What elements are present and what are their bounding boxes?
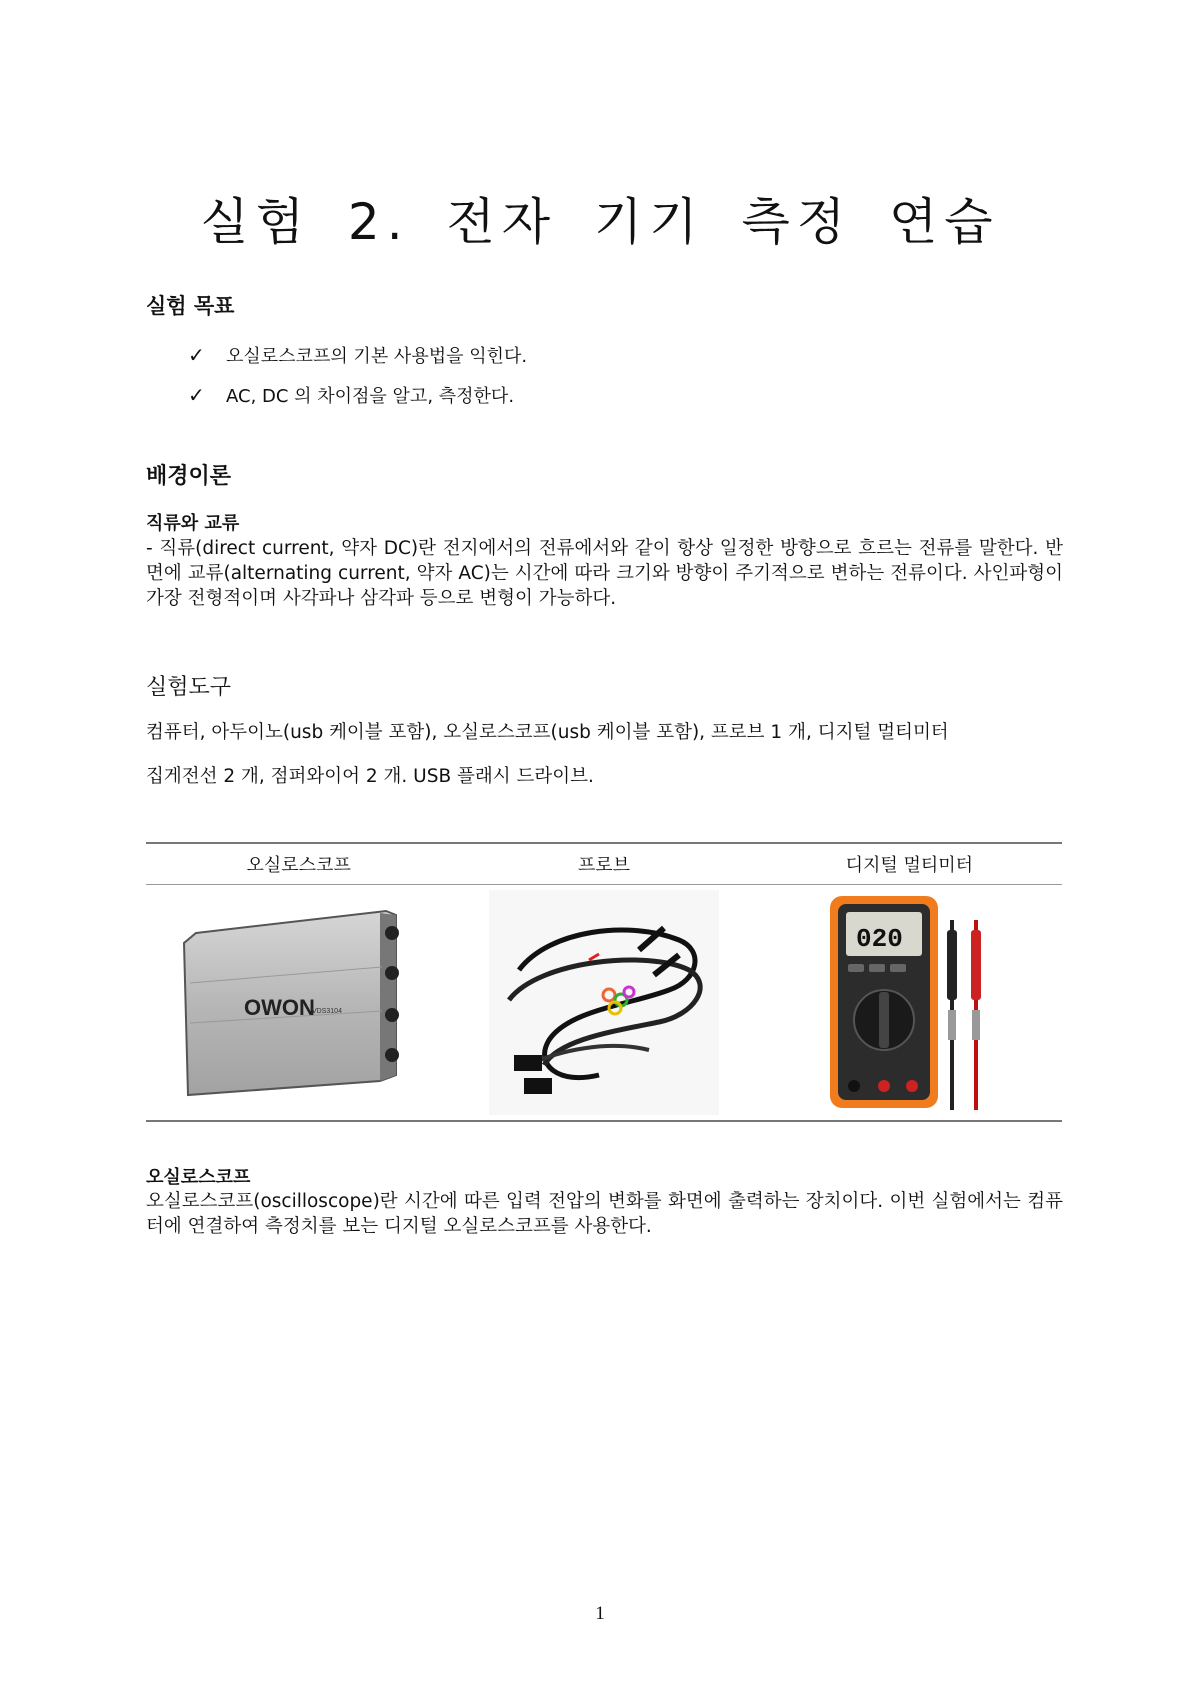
header-oscilloscope: 오실로스코프 — [246, 855, 351, 876]
oscilloscope-paragraph: 오실로스코프(oscilloscope)란 시간에 따른 입력 전압의 변화를 화면에 출력하는 장치이다. 이번 실험에서는 컴퓨터에 연결하여 측정치를 보는 디지털 오실로스코프를 사용한다. — [146, 1191, 1063, 1237]
oscilloscope-brand: OWON — [243, 994, 315, 1020]
checkmark-icon: ✓ — [188, 383, 205, 407]
tools-line-2: 집게전선 2 개, 점퍼와이어 2 개. USB 플래시 드라이브. — [146, 766, 594, 787]
multimeter-display: 020 — [856, 924, 904, 954]
list-item — [188, 335, 527, 375]
oscilloscope-image — [174, 903, 424, 1103]
background-heading: 배경이론 — [146, 464, 232, 489]
oscilloscope-model: VDS3104 — [311, 1007, 342, 1015]
oscilloscope-subheading: 오실로스코프 — [146, 1167, 251, 1188]
header-probe: 프로브 — [577, 855, 631, 876]
document-title: 실험 2. 전자 기기 측정 연습 — [200, 193, 1000, 251]
objective-text: 오실로스코프의 기본 사용법을 익힌다. — [226, 346, 528, 367]
header-multimeter: 디지털 멀티미터 — [845, 855, 974, 876]
multimeter-cell — [757, 885, 1062, 1120]
page-number: 1 — [595, 1603, 605, 1624]
table-header-row — [146, 842, 1062, 885]
checkmark-icon: ✓ — [188, 343, 205, 367]
multimeter-image — [824, 890, 994, 1115]
tools-heading: 실험도구 — [146, 675, 232, 700]
tools-line-1: 컴퓨터, 아두이노(usb 케이블 포함), 오실로스코프(usb 케이블 포함), 프로브 1 개, 디지털 멀티미터 — [146, 722, 949, 743]
objective-text: AC, DC 의 차이점을 알고, 측정한다. — [226, 386, 515, 407]
list-item — [188, 375, 527, 415]
table-image-row — [146, 885, 1062, 1122]
dc-ac-subheading: 직류와 교류 — [146, 513, 240, 534]
probe-image — [489, 890, 719, 1115]
oscilloscope-cell — [146, 885, 451, 1120]
objectives-list — [188, 335, 527, 415]
equipment-table — [146, 842, 1062, 1122]
dc-ac-paragraph: - 직류(direct current, 약자 DC)란 전지에서의 전류에서와 같이 항상 일정한 방향으로 흐르는 전류를 말한다. 반면에 교류(alternating current, 약자 AC)는 시간에 따라 크기와 방향이 주기적으로 변하는 전류이다. 사인파형이 가장 전형적이며 사각파나 삼각파 등으로 변형이 가능하다. — [146, 538, 1063, 609]
probe-cell — [451, 885, 756, 1120]
objectives-heading: 실험 목표 — [146, 294, 235, 318]
